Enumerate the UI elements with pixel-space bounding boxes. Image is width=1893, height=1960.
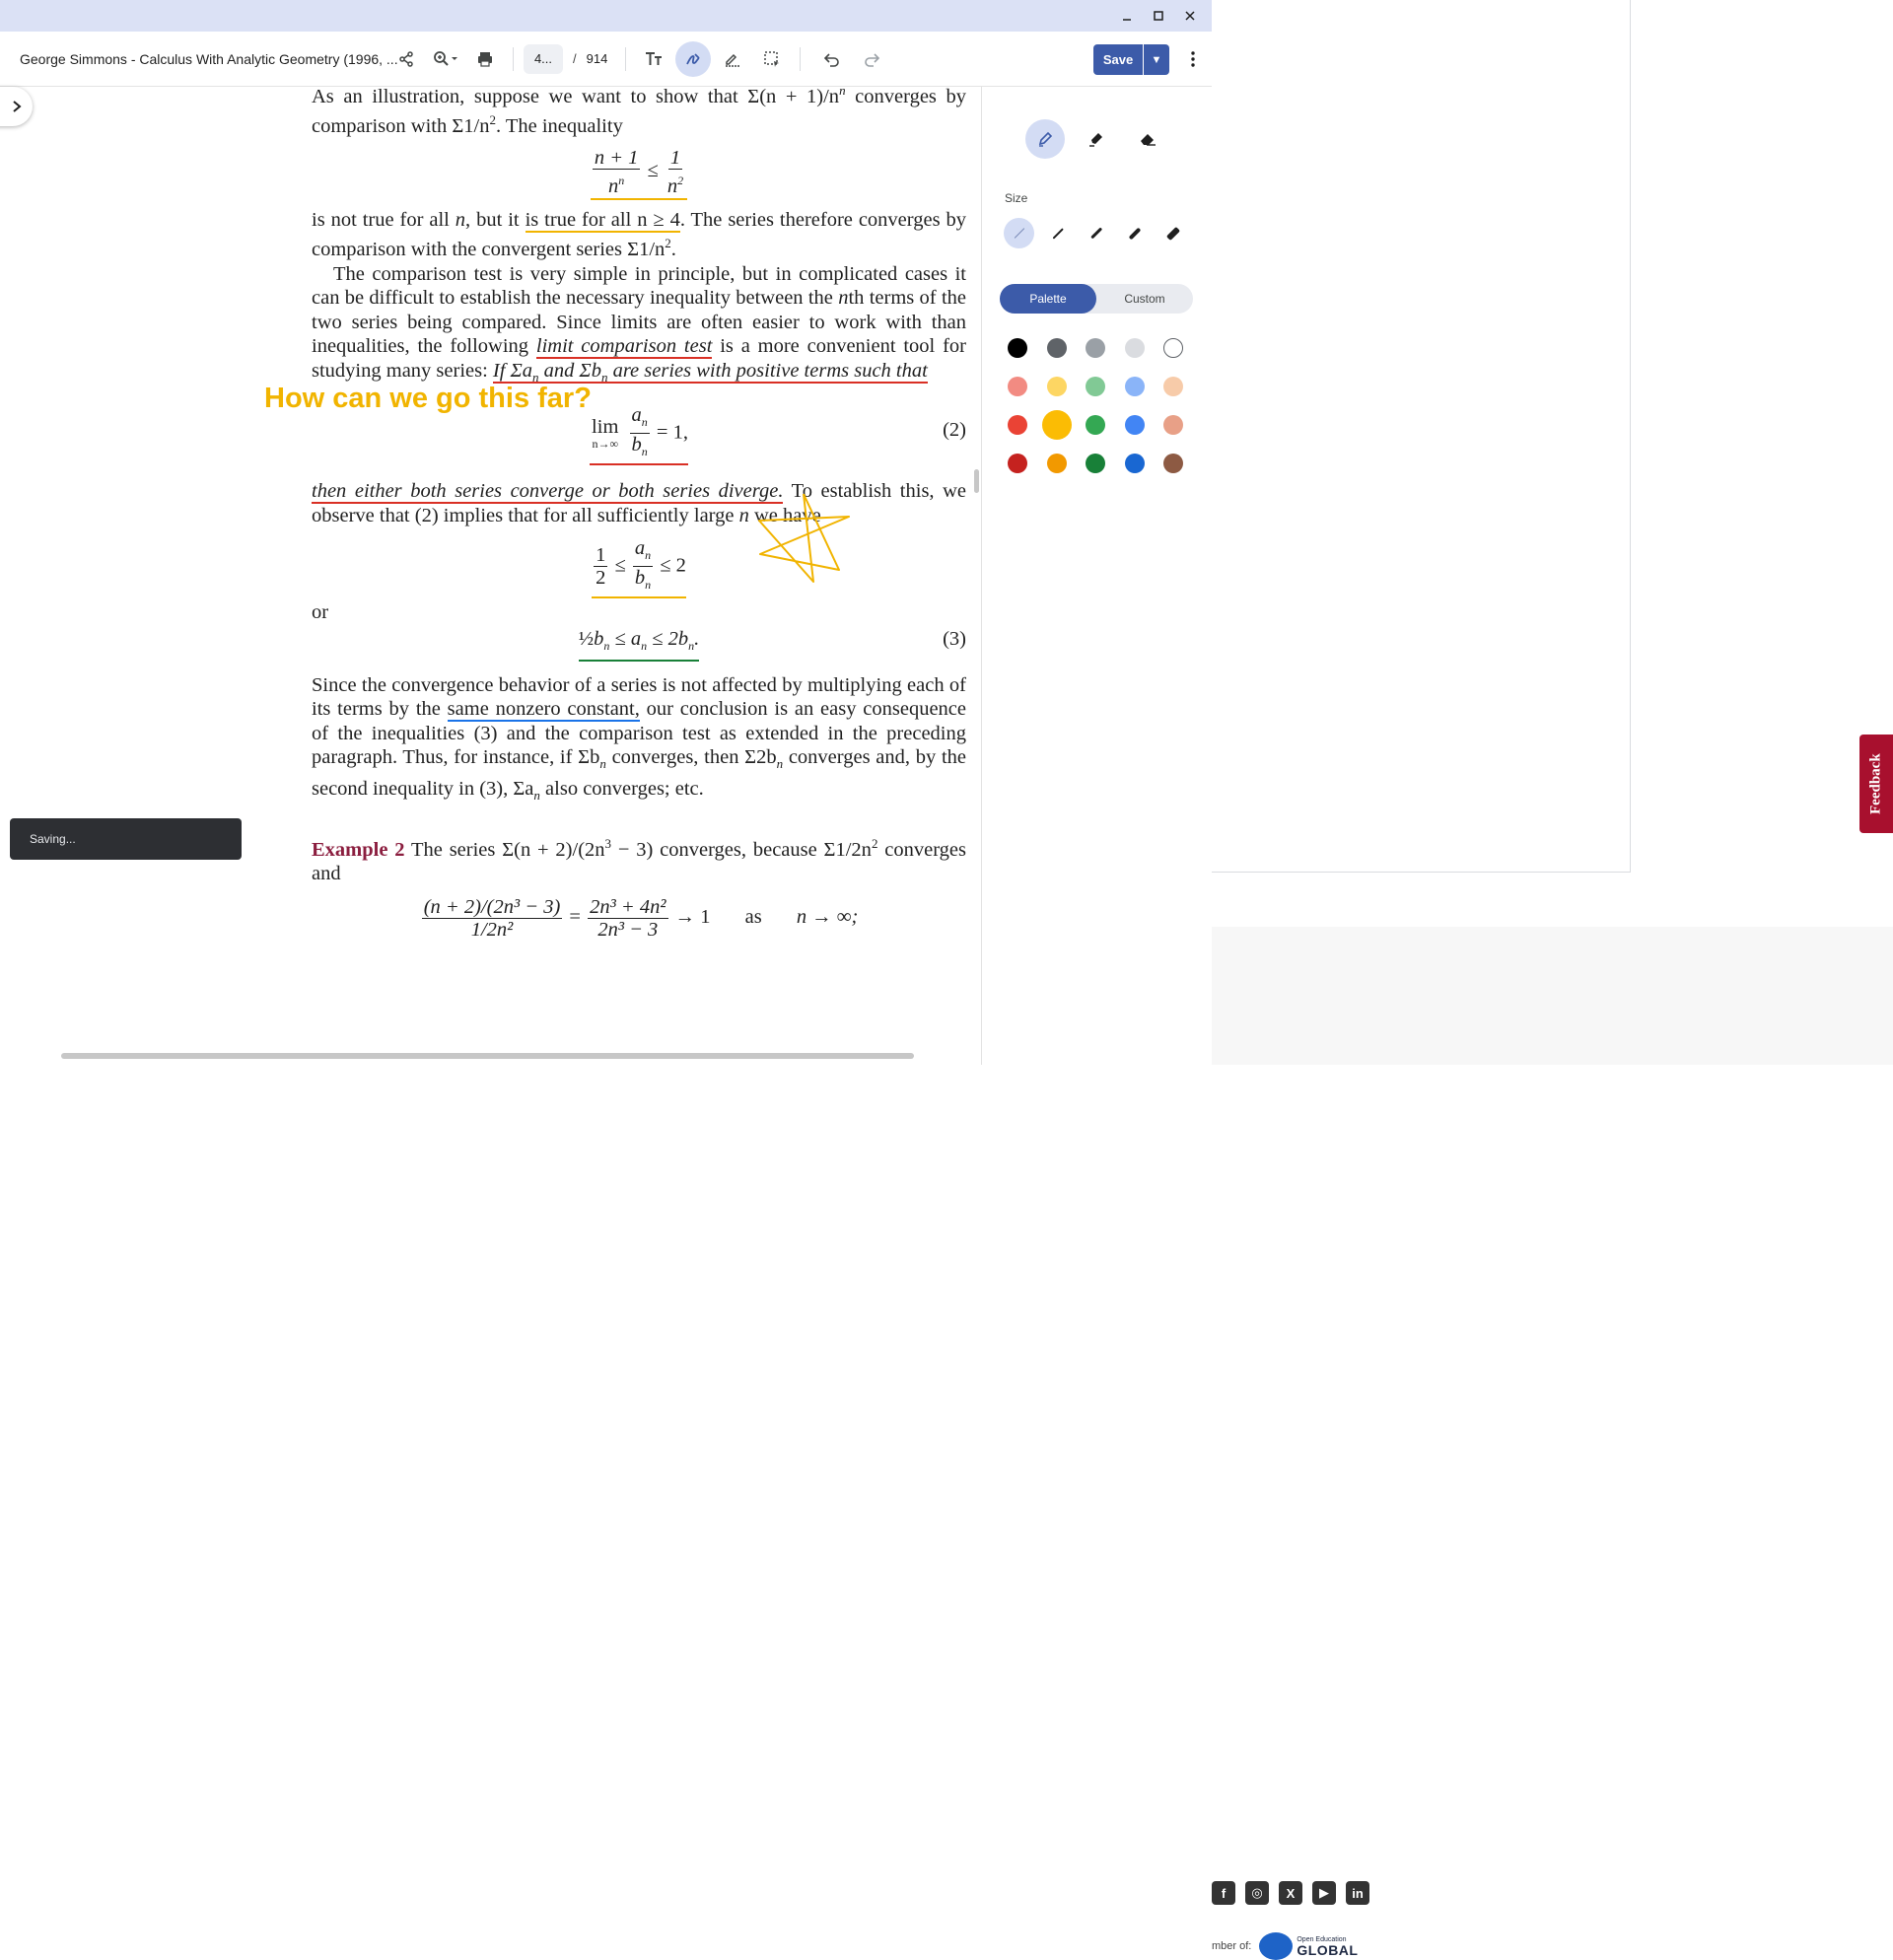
background-card bbox=[1212, 0, 1631, 873]
social-links bbox=[1212, 1881, 1369, 1905]
color-swatch[interactable] bbox=[1086, 415, 1105, 435]
color-swatch[interactable] bbox=[1125, 454, 1145, 473]
member-label: mber of: bbox=[1212, 1940, 1252, 1952]
equation-4: $\frac{1}{2}b_n \le a_n \le 2b_n$. (3) bbox=[312, 627, 966, 662]
page-number-input[interactable]: 4... bbox=[524, 44, 563, 74]
save-dropdown-icon[interactable]: ▼ bbox=[1143, 44, 1169, 75]
color-swatch[interactable] bbox=[1008, 338, 1027, 358]
highlight-true-for-all: is true for all n ≥ 4 bbox=[525, 208, 680, 231]
color-swatch[interactable] bbox=[1163, 338, 1183, 358]
background-web-page bbox=[1212, 0, 1893, 1958]
redo-icon[interactable] bbox=[854, 41, 889, 77]
toolbar-divider bbox=[800, 47, 801, 71]
pen-tools bbox=[1025, 119, 1167, 159]
size-option-4[interactable] bbox=[1119, 218, 1150, 248]
toolbar-divider bbox=[625, 47, 626, 71]
signature-icon[interactable] bbox=[715, 41, 750, 77]
color-swatch[interactable] bbox=[1008, 415, 1027, 435]
chevron-right-icon[interactable] bbox=[0, 87, 33, 126]
pdf-viewer-window bbox=[0, 0, 1212, 1065]
print-icon[interactable] bbox=[467, 41, 503, 77]
minimize-button[interactable] bbox=[1111, 0, 1143, 32]
oeg-small-text: Open Education bbox=[1297, 1935, 1347, 1943]
equation-3: $\frac{1}{2}$ ≤ $\frac{a_n}{b_n}$ ≤ 2 bbox=[312, 537, 966, 598]
color-palette bbox=[1008, 338, 1183, 473]
eraser-icon[interactable] bbox=[1128, 119, 1167, 159]
feedback-tab[interactable]: Feedback bbox=[1859, 735, 1893, 833]
highlight-theorem-statement: If $\Sigma a_n$ and $\Sigma b_n$ are series with positive terms such that bbox=[492, 360, 928, 385]
highlight-conclusion: then either both series converge or both series diverge. bbox=[312, 479, 784, 502]
example-heading: Example 2 bbox=[312, 838, 405, 861]
equation-1: $\frac{n + 1}{n^n}$ ≤ $\frac{1}{n^2}$ bbox=[312, 147, 966, 200]
color-swatch[interactable] bbox=[1125, 377, 1145, 396]
palette-tabs bbox=[1000, 284, 1193, 314]
oeg-big-text: GLOBAL bbox=[1297, 1941, 1359, 1958]
document-view[interactable] bbox=[0, 83, 981, 1065]
size-option-2[interactable] bbox=[1042, 218, 1073, 248]
x-twitter-icon[interactable]: X bbox=[1279, 1881, 1302, 1905]
saving-toast: Saving... bbox=[10, 818, 242, 860]
share-icon[interactable] bbox=[388, 41, 424, 77]
annotation-text[interactable]: How can we go this far? bbox=[264, 383, 592, 414]
or-text: or bbox=[312, 601, 329, 624]
equation-label-3: (3) bbox=[943, 627, 966, 650]
pen-icon[interactable] bbox=[1025, 119, 1065, 159]
size-option-1[interactable] bbox=[1004, 218, 1034, 248]
size-label: Size bbox=[1005, 191, 1028, 205]
size-option-3[interactable] bbox=[1081, 218, 1111, 248]
document-title: George Simmons - Calculus With Analytic Geometry (1996, ... bbox=[20, 50, 398, 67]
paragraph-2: is not true for all n, but it is true for all n ≥ 4. The series therefore converges by comparison with the convergent series $\Sigma 1/n^2$. bbox=[312, 208, 966, 261]
highlighter-icon[interactable] bbox=[1077, 119, 1116, 159]
color-swatch[interactable] bbox=[1008, 454, 1027, 473]
paragraph-1: As an illustration, suppose we want to show that $\Sigma(n + 1)/n^n$ converges by comparison with $\Sigma 1/n^2$. The inequality bbox=[312, 83, 966, 138]
draw-icon[interactable] bbox=[675, 41, 711, 77]
globe-icon bbox=[1259, 1932, 1293, 1960]
member-of bbox=[1212, 1932, 1358, 1960]
color-swatch[interactable] bbox=[1042, 410, 1072, 440]
size-option-5[interactable] bbox=[1157, 218, 1188, 248]
toolbar-divider bbox=[513, 47, 514, 71]
highlight-limit-comparison-test: limit comparison test bbox=[535, 335, 713, 358]
equation-label-2: (2) bbox=[943, 418, 966, 441]
size-options bbox=[1004, 218, 1188, 248]
annotation-panel bbox=[981, 87, 1212, 1065]
color-swatch[interactable] bbox=[1163, 454, 1183, 473]
color-swatch[interactable] bbox=[1086, 454, 1105, 473]
pdf-page bbox=[312, 79, 966, 948]
equation-2: lim n→∞ $\frac{a_n}{b_n}$ = 1, (2) bbox=[312, 404, 966, 465]
color-swatch[interactable] bbox=[1163, 415, 1183, 435]
color-swatch[interactable] bbox=[1125, 415, 1145, 435]
zoom-icon[interactable] bbox=[424, 41, 467, 77]
color-swatch[interactable] bbox=[1086, 338, 1105, 358]
page-separator: / bbox=[573, 51, 577, 66]
color-swatch[interactable] bbox=[1008, 377, 1027, 396]
highlight-same-nonzero-constant: same nonzero constant, bbox=[447, 698, 640, 721]
text-icon[interactable] bbox=[636, 41, 671, 77]
youtube-icon[interactable]: ▶ bbox=[1312, 1881, 1336, 1905]
oeg-logo[interactable] bbox=[1259, 1932, 1358, 1960]
star-drawing[interactable] bbox=[754, 491, 858, 585]
title-bar bbox=[0, 0, 1212, 32]
vertical-scrollbar[interactable] bbox=[974, 469, 979, 493]
horizontal-scrollbar[interactable] bbox=[61, 1053, 914, 1059]
instagram-icon[interactable]: ◎ bbox=[1245, 1881, 1269, 1905]
save-button[interactable]: Save bbox=[1093, 44, 1143, 75]
color-swatch[interactable] bbox=[1047, 377, 1067, 396]
background-footer bbox=[1212, 927, 1893, 1958]
facebook-icon[interactable]: f bbox=[1212, 1881, 1235, 1905]
save-button-group bbox=[1093, 44, 1169, 75]
color-swatch[interactable] bbox=[1163, 377, 1183, 396]
close-button[interactable] bbox=[1174, 0, 1206, 32]
maximize-button[interactable] bbox=[1143, 0, 1174, 32]
color-swatch[interactable] bbox=[1125, 338, 1145, 358]
color-swatch[interactable] bbox=[1047, 454, 1067, 473]
more-options-icon[interactable] bbox=[1179, 45, 1207, 73]
paragraph-5: Since the convergence behavior of a series is not affected by multiplying each of its terms by the same nonzero constant, our conclusion is an easy consequence of the inequalities (3) and the comparison test as extended in the preceding paragraph. Thus, for instance, if $\Sigma b_n$ converges, then $\Sigma 2b_n$ converges and, by the second inequality in (3), $\Sigma a_n$ also converges; etc. bbox=[312, 673, 966, 804]
undo-icon[interactable] bbox=[814, 41, 850, 77]
tab-custom[interactable]: Custom bbox=[1124, 292, 1165, 306]
equation-5: $\frac{\text{(n + 2)/(2n³ − 3)}}{\text{1/2n²}}$ = $\frac{\text{2n³ + 4n²}}{\text{2n³ − 3}}$ → 1 as n → ∞; bbox=[423, 895, 859, 941]
color-swatch[interactable] bbox=[1047, 338, 1067, 358]
example-2: Example 2 The series $\Sigma(n + 2)/(2n^3 - 3)$ converges, because $\Sigma 1/2n^2$ converges and bbox=[312, 835, 966, 885]
paragraph-3: The comparison test is very simple in principle, but in complicated cases it can be difficult to establish the necessary inequality between the nth terms of the two series being compared. Since limits are often easier to work with than inequalities, the following limit comparison test is a more convenient tool for studying many series: If $\Sigma a_n$ and $\Sigma b_n$ are series with positive terms such that bbox=[312, 262, 966, 385]
paragraph-4: then either both series converge or both series diverge. To establish this, we observe that (2) implies that for all sufficiently large n we have bbox=[312, 479, 966, 526]
page-total: 914 bbox=[586, 51, 608, 66]
color-swatch[interactable] bbox=[1086, 377, 1105, 396]
tab-palette[interactable]: Palette bbox=[1000, 284, 1096, 314]
selection-icon[interactable] bbox=[754, 41, 790, 77]
linkedin-icon[interactable]: in bbox=[1346, 1881, 1369, 1905]
